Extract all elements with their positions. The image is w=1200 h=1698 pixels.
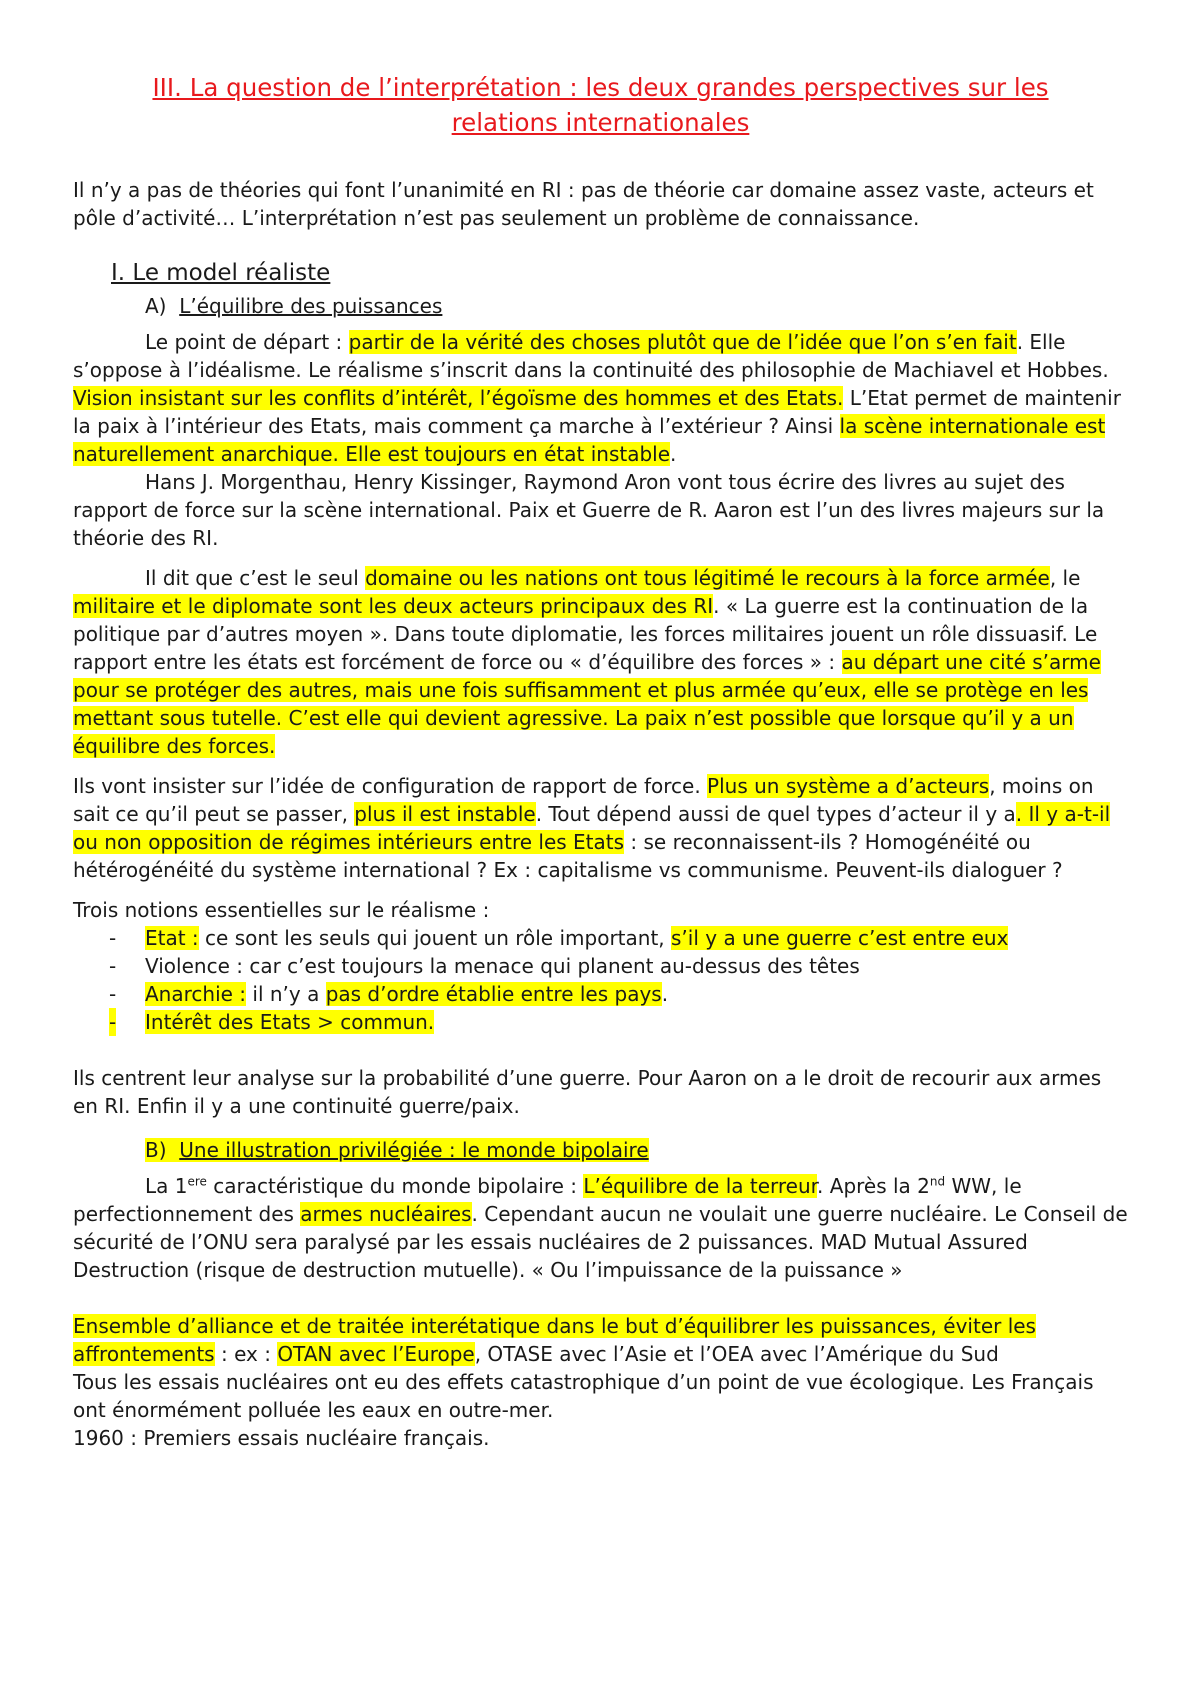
text-run: . bbox=[661, 982, 669, 1006]
text-run: , moins on sait ce qu’il peut se passer, bbox=[73, 774, 1094, 826]
text-run: Il dit que c’est le seul bbox=[145, 566, 366, 590]
subsection-b-letter: B) bbox=[145, 1138, 167, 1162]
text-run: . « La guerre est la continuation de la politique par d’autres moyen ». Dans toute diplomatie, les forces militaires jouent un rôle dissuasif. Le rapport entre les états est forcément de force ou « d’équilibre des forces » : bbox=[73, 594, 1098, 674]
paragraph-force bbox=[73, 564, 1128, 760]
dash-bullet: - bbox=[109, 982, 117, 1006]
text-run: ce sont les seuls qui jouent un rôle important, bbox=[198, 926, 671, 950]
highlight: s’il y a une guerre c’est entre eux bbox=[671, 926, 1009, 950]
paragraph-alliances bbox=[73, 1312, 1128, 1368]
paragraph-bipolar bbox=[73, 1172, 1128, 1284]
list-item bbox=[73, 980, 1128, 1008]
text-run: Le point de départ : bbox=[145, 330, 349, 354]
text-run: . bbox=[670, 442, 677, 466]
text-run: La 1 bbox=[145, 1174, 188, 1198]
highlight: pas d’ordre établie entre les pays bbox=[325, 982, 662, 1006]
list-item bbox=[73, 1008, 1128, 1036]
title-line-2: relations internationales bbox=[451, 108, 750, 137]
highlight: partir de la vérité des choses plutôt que de l’idée que l’on s’en fait bbox=[348, 330, 1017, 354]
highlight: militaire et le diplomate sont les deux acteurs principaux des RI bbox=[73, 594, 714, 618]
text-run: il n’y a bbox=[246, 982, 326, 1006]
highlight: Anarchie : bbox=[145, 982, 247, 1006]
highlight: la scène internationale est naturellement anarchique. Elle est toujours en état instable bbox=[73, 414, 1106, 466]
notions-intro: Trois notions essentielles sur le réalisme : bbox=[73, 898, 490, 922]
intro-paragraph: Il n’y a pas de théories qui font l’unanimité en RI : pas de théorie car domaine assez vaste, acteurs et pôle d’activité… L’interprétation n’est pas seulement un problème de connaissance. bbox=[73, 178, 1094, 230]
text-run: . Elle s’oppose à l’idéalisme. Le réalisme s’inscrit dans la continuité des philosophie de Machiavel et Hobbes. bbox=[73, 330, 1109, 382]
list-item bbox=[73, 924, 1128, 952]
highlight: Intérêt des Etats > commun. bbox=[145, 1010, 435, 1034]
text-run: : se reconnaissent-ils ? Homogénéité ou hétérogénéité du système international ? Ex : capitalisme vs communisme. Peuvent-ils dialoguer ? bbox=[73, 830, 1063, 882]
highlight: Vision insistant sur les conflits d’intérêt, l’égoïsme des hommes et des Etats. bbox=[73, 386, 844, 410]
highlight: Ensemble d’alliance et de traitée interétatique dans le but d’équilibrer les puissances, éviter les affrontements bbox=[73, 1314, 1036, 1366]
text-run: . Tout dépend aussi de quel types d’acteur il y a bbox=[535, 802, 1016, 826]
subsection-a-title: L’équilibre des puissances bbox=[179, 294, 443, 318]
text-run: . Cependant aucun ne voulait une guerre nucléaire. Le Conseil de sécurité de l’ONU sera paralysé par les essais nucléaires de 2 puissances. MAD Mutual Assured Destruction (risque de destruction mutuelle). « Ou l’impuissance de la puissance » bbox=[73, 1202, 1128, 1282]
highlight: domaine ou les nations ont tous légitimé le recours à la force armée bbox=[365, 566, 1050, 590]
highlight: Etat : bbox=[145, 926, 199, 950]
paragraph-nuclear-tests: Tous les essais nucléaires ont eu des effets catastrophique d’un point de vue écologique. Les Français ont énormément polluée les eaux en outre-mer. bbox=[73, 1370, 1094, 1422]
highlight-block bbox=[145, 1138, 649, 1162]
subsection-heading-b bbox=[145, 1136, 1128, 1164]
text-run: WW, le perfectionnement des bbox=[73, 1174, 1022, 1226]
highlight: plus il est instable bbox=[354, 802, 536, 826]
text-run: , OTASE avec l’Asie et l’OEA avec l’Amérique du Sud bbox=[474, 1342, 999, 1366]
subsection-a-letter: A) bbox=[145, 294, 167, 318]
superscript: nd bbox=[929, 1174, 946, 1189]
paragraph-authors: Hans J. Morgenthau, Henry Kissinger, Raymond Aron vont tous écrire des livres au sujet des rapport de force sur la scène international. Paix et Guerre de R. Aaron est l’un des livres majeurs sur la théorie des RI. bbox=[73, 470, 1105, 550]
section-heading-realist-model: I. Le model réaliste bbox=[111, 260, 331, 286]
highlight: armes nucléaires bbox=[300, 1202, 472, 1226]
notions-list bbox=[73, 924, 1128, 1036]
text-run: L’Etat permet de maintenir la paix à l’intérieur des Etats, mais comment ça marche à l’extérieur ? Ainsi bbox=[73, 386, 1121, 438]
subsection-b-title: Une illustration privilégiée : le monde bipolaire bbox=[179, 1138, 649, 1162]
dash-bullet: - bbox=[109, 1010, 117, 1034]
text-run: Ils vont insister sur l’idée de configuration de rapport de force. bbox=[73, 774, 708, 798]
text-run: caractéristique du monde bipolaire : bbox=[206, 1174, 584, 1198]
title-line-1: III. La question de l’interprétation : les deux grandes perspectives sur les bbox=[152, 73, 1049, 102]
spacer bbox=[73, 1036, 1128, 1064]
spacer bbox=[73, 1284, 1128, 1312]
highlight: OTAN avec l’Europe bbox=[277, 1342, 475, 1366]
paragraph-configuration bbox=[73, 772, 1128, 884]
document-title bbox=[73, 70, 1128, 140]
subsection-heading-a bbox=[145, 292, 1128, 320]
highlight: . Il y a-t-il ou non opposition de régimes intérieurs entre les Etats bbox=[73, 802, 1111, 854]
dash-bullet: - bbox=[109, 926, 117, 950]
highlight: au départ une cité s’arme pour se protéger des autres, mais une fois suffisamment et plus armée qu’eux, elle se protège en les mettant sous tutelle. C’est elle qui devient agressive. La paix n’est possible que lorsque qu’il y a un équilibre des forces. bbox=[73, 650, 1101, 758]
superscript: ere bbox=[187, 1174, 207, 1189]
list-item bbox=[73, 952, 1128, 980]
paragraph-starting-point bbox=[73, 328, 1128, 468]
paragraph-1960: 1960 : Premiers essais nucléaire français. bbox=[73, 1426, 490, 1450]
text-run: . Après la 2 bbox=[817, 1174, 930, 1198]
dash-bullet: - bbox=[109, 954, 117, 978]
text-run: Violence : car c’est toujours la menace qui planent au-dessus des têtes bbox=[145, 954, 860, 978]
paragraph-war-probability: Ils centrent leur analyse sur la probabilité d’une guerre. Pour Aaron on a le droit de recourir aux armes en RI. Enfin il y a une continuité guerre/paix. bbox=[73, 1066, 1102, 1118]
text-run: : ex : bbox=[214, 1342, 278, 1366]
highlight: L’équilibre de la terreur bbox=[583, 1174, 818, 1198]
highlight: Plus un système a d’acteurs bbox=[707, 774, 990, 798]
text-run: , le bbox=[1049, 566, 1081, 590]
